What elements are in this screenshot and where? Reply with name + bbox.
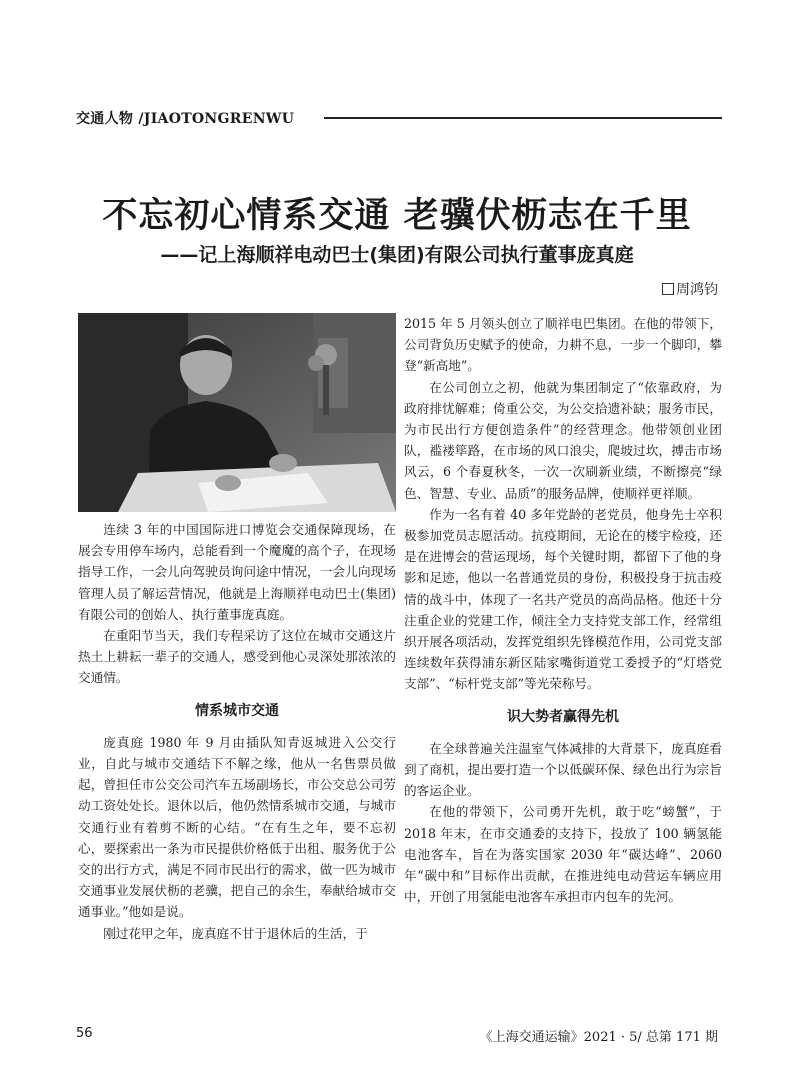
section-header [76,104,722,132]
paragraph: 刚过花甲之年，庞真庭不甘于退休后的生活，于 [103,925,368,941]
author-byline [662,279,718,299]
paragraph: 在公司创立之初，他就为集团制定了“依靠政府，为政府排忧解难；倚重公交，为公交拾遗补缺；服务市民，为市民出行方便创造条件”的经营理念。他带领创业团队，褴褛筚路，在市场的风口浪尖，爬坡过坎，搏击市场风云，6 个春夏秋冬，一次一次刷新业绩，不断擦亮“绿色、智慧、专业、品质”的服务品牌，使顺祥更祥顺。 [404,379,722,501]
article-subtitle: ——记上海顺祥电动巴士(集团)有限公司执行董事庞真庭 [160,244,634,266]
portrait-photo-illustration [78,313,396,512]
left-column [78,519,396,944]
paragraph: 庞真庭 1980 年 9 月由插队知青返城进入公交行业，自此与城市交通结下不解之缘，他从一名售票员做起，曾担任市公交公司汽车五场副场长，市公交总公司劳动工资处处长。退休以后，他仍然情系城市交通，与城市交通行业有着剪不断的心结。“在有生之年，要不忘初心，要探索出一条为市民提供价格低于出租、服务优于公交的出行方式，满足不同市民出行的需求，做一匹为城市交通事业发展伏枥的老骥，把自己的余生，奉献给城市交通事业。”他如是说。 [78,734,396,920]
paragraph: 2015 年 5 月领头创立了顺祥电巴集团。在他的带领下，公司背负历史赋予的使命，力耕不息，一步一个脚印，攀登“新高地”。 [404,316,722,374]
page-number: 56 [76,1026,93,1041]
journal-info: 《上海交通运输》2021 · 5/ 总第 171 期 [479,1030,718,1045]
byline-box-icon [662,283,674,295]
paragraph: 作为一名有着 40 多年党龄的老党员，他身先士卒积极参加党员志愿活动。抗疫期间，无论在的楼宇检疫，还是在进博会的营运现场，每个关键时期，都留下了他的身影和足迹，他以一名普通党员的身份，积极投身于抗击疫情的战斗中，体现了一名共产党员的高尚品格。他还十分注重企业的党建工作，倾注全力支持党支部工作，经常组织开展各项活动，发挥党组织先锋模范作用，公司党支部连续数年获得浦东新区陆家嘴街道党工委授予的“灯塔党支部”、“标杆党支部”等光荣称号。 [404,506,722,692]
author-name: 周鸿钧 [676,282,718,298]
header-rule [324,117,722,119]
section-heading: 识大势者赢得先机 [507,708,619,725]
paragraph: 在重阳节当天，我们专程采访了这位在城市交通这片热土上耕耘一辈子的交通人，感受到他心灵深处那浓浓的交通情。 [78,628,396,686]
section-label: 交通人物 /JIAOTONGRENWU [76,111,295,127]
paragraph: 连续 3 年的中国国际进口博览会交通保障现场，在展会专用停车场内，总能看到一个魔魔的高个子，在现场指导工作，一会儿向驾驶员询问途中情况，一会儿向现场管理人员了解运营情况，他就是上海顺祥电动巴士(集团)有限公司的创始人、执行董事庞真庭。 [78,522,396,622]
article-title: 不忘初心情系交通 老骥伏枥志在千里 [102,195,692,236]
right-column [404,313,722,907]
article-photo [78,313,396,512]
section-heading: 情系城市交通 [195,702,279,719]
paragraph: 在他的带领下，公司勇开先机，敢于吃“螃蟹”，于 2018 年末，在市交通委的支持下，投放了 100 辆氢能电池客车，旨在为落实国家 2030 年“碳达峰”、2060 年“碳中和”目标作出贡献，在推进纯电动营运车辆应用中，开创了用氢能电池客车承担市内包车的先河。 [404,804,722,905]
paragraph: 在全球普遍关注温室气体减排的大背景下，庞真庭看到了商机，提出要打造一个以低碳环保、绿色出行为宗旨的客运企业。 [404,740,722,799]
